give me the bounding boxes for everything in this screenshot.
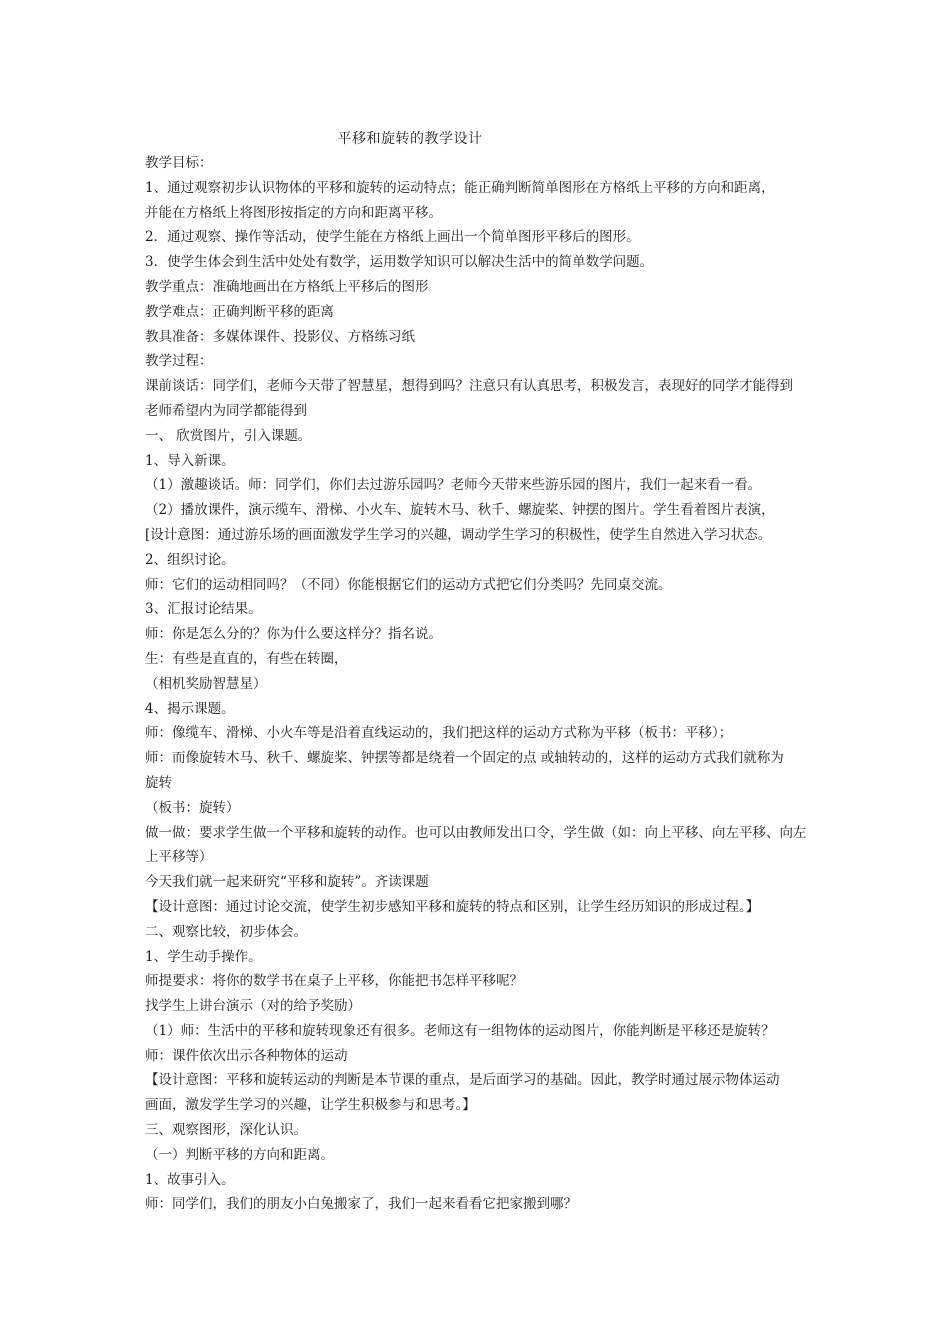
text-line: 1、学生动手操作。: [145, 948, 262, 965]
text-line: 3、汇报讨论结果。: [145, 601, 262, 618]
text-line: 师：同学们，我们的朋友小白兔搬家了，我们一起来看看它把家搬到哪？: [145, 1196, 577, 1213]
text-line: 并能在方格纸上将图形按指定的方向和距离平移。: [145, 204, 442, 221]
document-title: 平移和旋转的教学设计: [337, 131, 483, 147]
text-line: 三、观察图形，深化认识。: [145, 1122, 307, 1139]
text-line: （一）判断平移的方向和距离。: [145, 1146, 334, 1163]
text-line: 【设计意图：平移和旋转运动的判断是本节课的重点，是后面学习的基础。因此，教学时通过展示物体运动: [145, 1072, 780, 1089]
text-line: 师：它们的运动相同吗？（不同）你能根据它们的运动方式把它们分类吗？先同桌交流。: [145, 576, 672, 593]
text-line: 二、观察比较，初步体会。: [145, 923, 307, 940]
text-line: 教学目标：: [145, 155, 213, 171]
text-line: [设计意图：通过游乐场的画面激发学生学习的兴趣，调动学生学习的积极性，使学生自然进入学习状态。: [145, 526, 772, 543]
text-line: 1、导入新课。: [145, 452, 235, 469]
text-line: 课前谈话：同学们，老师今天带了智慧星，想得到吗？注意只有认真思考，积极发言，表现好的同学才能得到: [145, 378, 793, 395]
text-line: 找学生上讲台演示（对的给予奖励）: [145, 998, 361, 1015]
text-line: 教学难点：正确判断平移的距离: [145, 303, 334, 320]
text-line: 做一做：要求学生做一个平移和旋转的动作。也可以由教师发出口令，学生做（如：向上平移、向左平移、向左: [145, 824, 807, 841]
text-line: 师：你是怎么分的？你为什么要这样分？指名说。: [145, 626, 442, 643]
text-line: 3．使学生体会到生活中处处有数学，运用数学知识可以解决生活中的简单数学问题。: [145, 254, 654, 271]
text-line: 师提要求：将你的数学书在桌子上平移，你能把书怎样平移呢？: [145, 973, 523, 990]
text-line: 生：有些是直直的，有些在转圈，: [145, 650, 348, 667]
text-line: 一、 欣赏图片，引入课题。: [145, 427, 312, 444]
text-line: 老师希望内为同学都能得到: [145, 402, 307, 419]
text-line: （2）播放课件，演示缆车、滑梯、小火车、旋转木马、秋千、螺旋桨、钟摆的图片。学生看着图片表演，: [145, 502, 775, 519]
text-line: 2．通过观察、操作等活动，使学生能在方格纸上画出一个简单图形平移后的图形。: [145, 229, 640, 246]
text-line: 【设计意图：通过讨论交流，使学生初步感知平移和旋转的特点和区别，让学生经历知识的形成过程。】: [145, 898, 760, 915]
text-line: 4、揭示课题。: [145, 700, 235, 717]
text-line: 教学过程：: [145, 353, 213, 370]
text-line: （1）激趣谈话。师：同学们，你们去过游乐园吗？老师今天带来些游乐园的图片，我们一起来看一看。: [145, 477, 762, 494]
text-line: 师：课件依次出示各种物体的运动: [145, 1047, 348, 1064]
document-body: [145, 151, 810, 1217]
text-line: （1）师：生活中的平移和旋转现象还有很多。老师这有一组物体的运动图片，你能判断是平移还是旋转？: [145, 1022, 775, 1039]
text-line: 1、通过观察初步认识物体的平移和旋转的运动特点；能正确判断简单图形在方格纸上平移的方向和距离，: [145, 179, 775, 196]
text-line: 画面，激发学生学习的兴趣，让学生积极参与和思考。】: [145, 1097, 476, 1114]
text-line: 教学重点：准确地画出在方格纸上平移后的图形: [145, 278, 429, 295]
text-line: 旋转: [145, 774, 172, 791]
text-line: 2、组织讨论。: [145, 551, 235, 568]
text-line: （相机奖励智慧星）: [145, 675, 267, 692]
text-line: 师：而像旋转木马、秋千、螺旋桨、钟摆等都是绕着一个固定的点 或轴转动的，这样的运动方式我们就称为: [145, 750, 784, 767]
text-line: 1、故事引入。: [145, 1171, 235, 1188]
text-line: 师：像缆车、滑梯、小火车等是沿着直线运动的，我们把这样的运动方式称为平移（板书：平移）；: [145, 725, 733, 742]
text-line: 教具准备：多媒体课件、投影仪、方格练习纸: [145, 328, 415, 345]
text-line: （板书：旋转）: [145, 799, 240, 816]
text-line: 上平移等）: [145, 849, 213, 866]
text-line: 今天我们就一起来研究“平移和旋转”。齐读课题: [145, 874, 429, 891]
